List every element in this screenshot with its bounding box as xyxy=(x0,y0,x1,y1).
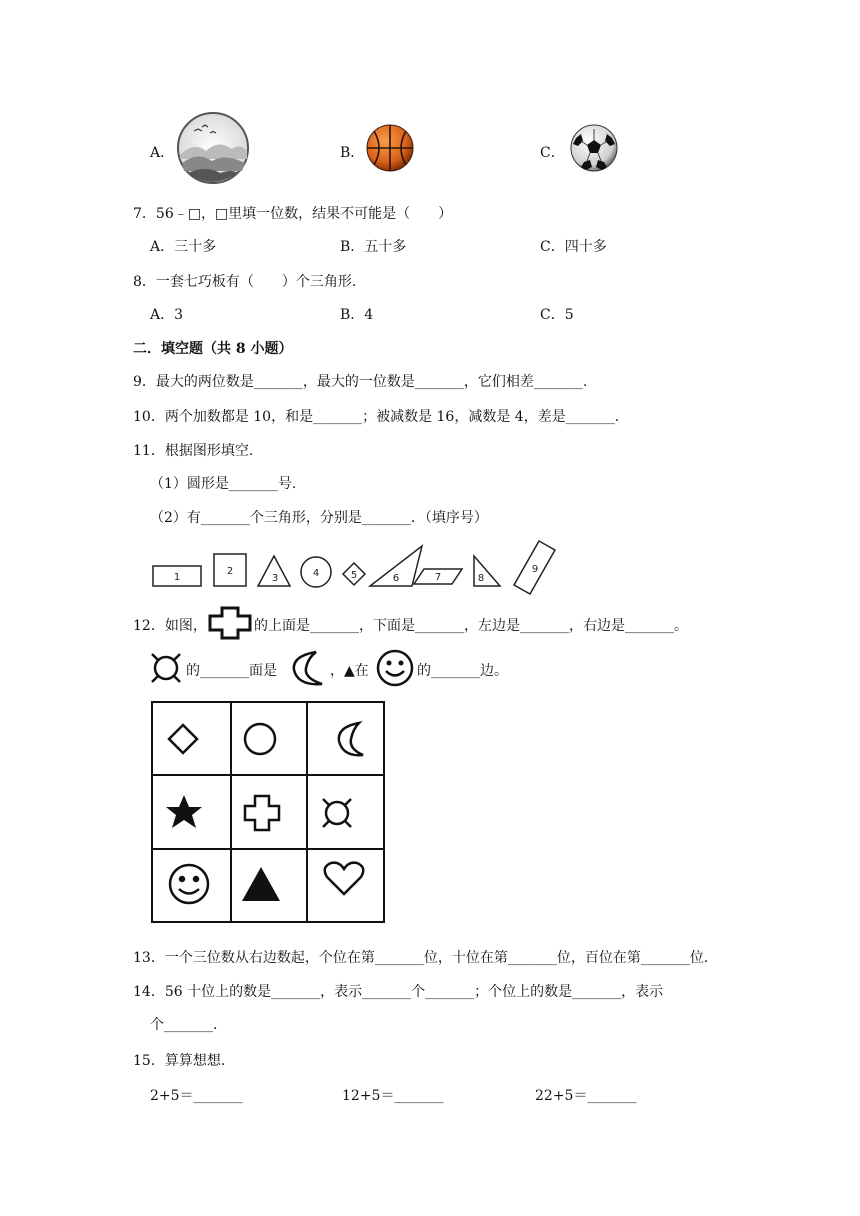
q15-item-3: 22+5＝_______ xyxy=(535,1088,637,1104)
shape-number-5: 5 xyxy=(350,570,358,581)
q10-text: 10．两个加数都是 10，和是_______；被减数是 16，减数是 4，差是_______. xyxy=(133,409,620,425)
q8-option-c[interactable]: C．5 xyxy=(540,307,574,323)
q14-line2: 个_______. xyxy=(150,1017,218,1033)
grid-heart-icon xyxy=(325,863,364,894)
grid-circle-icon xyxy=(245,724,275,754)
shape-number-3: 3 xyxy=(271,573,279,584)
q15-stem: 15．算算想想. xyxy=(133,1053,226,1069)
section-2-title: 二．填空题（共 8 小题） xyxy=(133,341,293,357)
cross-icon xyxy=(208,606,252,640)
q8-option-a[interactable]: A．3 xyxy=(150,307,184,323)
q7-option-b[interactable]: B．五十多 xyxy=(340,239,407,255)
grid-moon-icon xyxy=(339,723,363,755)
q8-stem: 8．一套七巧板有（ ）个三角形. xyxy=(133,274,357,290)
q11-shapes-figure xyxy=(150,536,562,594)
q7-option-a[interactable]: A．三十多 xyxy=(150,239,217,255)
q14-line1: 14．56 十位上的数是_______，表示_______个_______；个位上的数是_______，表示 xyxy=(133,984,664,1000)
q7-option-c[interactable]: C．四十多 xyxy=(540,239,607,255)
q13-text: 13．一个三位数从右边数起，个位在第_______位，十位在第_______位，百位在第_______位. xyxy=(133,950,709,966)
q12-prefix: 12．如图， xyxy=(133,618,207,634)
q15-item-2: 12+5＝_______ xyxy=(342,1088,444,1104)
shape-number-8: 8 xyxy=(477,573,485,584)
moon-icon xyxy=(286,648,328,688)
q9-text: 9．最大的两位数是_______，最大的一位数是_______，它们相差_______. xyxy=(133,374,588,390)
q11-part1: （1）圆形是_______号. xyxy=(150,476,297,492)
q6-option-b-letter: B． xyxy=(340,145,365,161)
shape-number-7: 7 xyxy=(434,572,442,583)
crossed-circle-icon xyxy=(148,650,184,686)
shape-number-4: 4 xyxy=(312,568,320,579)
grid-smiley-icon xyxy=(170,865,208,903)
shape-number-1: 1 xyxy=(173,572,181,583)
q7-stem: 7．56﹣□，□里填一位数，结果不可能是（ ） xyxy=(133,206,453,222)
grid-crossed-circle-icon xyxy=(323,799,351,827)
q6-option-a-letter: A． xyxy=(150,145,175,161)
q12-line2-c: 的_______边。 xyxy=(417,663,508,679)
q6-option-c-letter: C． xyxy=(540,145,565,161)
q8-option-b[interactable]: B．4 xyxy=(340,307,374,323)
q12-line2-a: 的_______面是 xyxy=(186,663,277,679)
q15-item-1: 2+5＝_______ xyxy=(150,1088,243,1104)
shape-number-9: 9 xyxy=(531,564,539,575)
shape-number-6: 6 xyxy=(392,573,400,584)
grid-triangle-icon xyxy=(242,867,280,901)
shape-number-2: 2 xyxy=(226,566,234,577)
q12-line2-b: ，▲在 xyxy=(330,663,369,679)
basketball-icon xyxy=(366,124,414,172)
q12-shape-grid xyxy=(151,701,385,923)
grid-star-icon xyxy=(166,795,202,828)
grid-diamond-icon xyxy=(169,725,197,753)
smiley-icon xyxy=(375,648,415,688)
q11-part2: （2）有_______个三角形，分别是_______．（填序号） xyxy=(150,510,488,526)
q12-line1-rest: 的上面是_______，下面是_______，左边是_______，右边是_______。 xyxy=(254,618,688,634)
soccer-ball-icon xyxy=(570,124,618,172)
q11-stem: 11．根据图形填空. xyxy=(133,443,254,459)
grid-cross-icon xyxy=(245,796,279,830)
landscape-painting-icon xyxy=(176,111,250,185)
